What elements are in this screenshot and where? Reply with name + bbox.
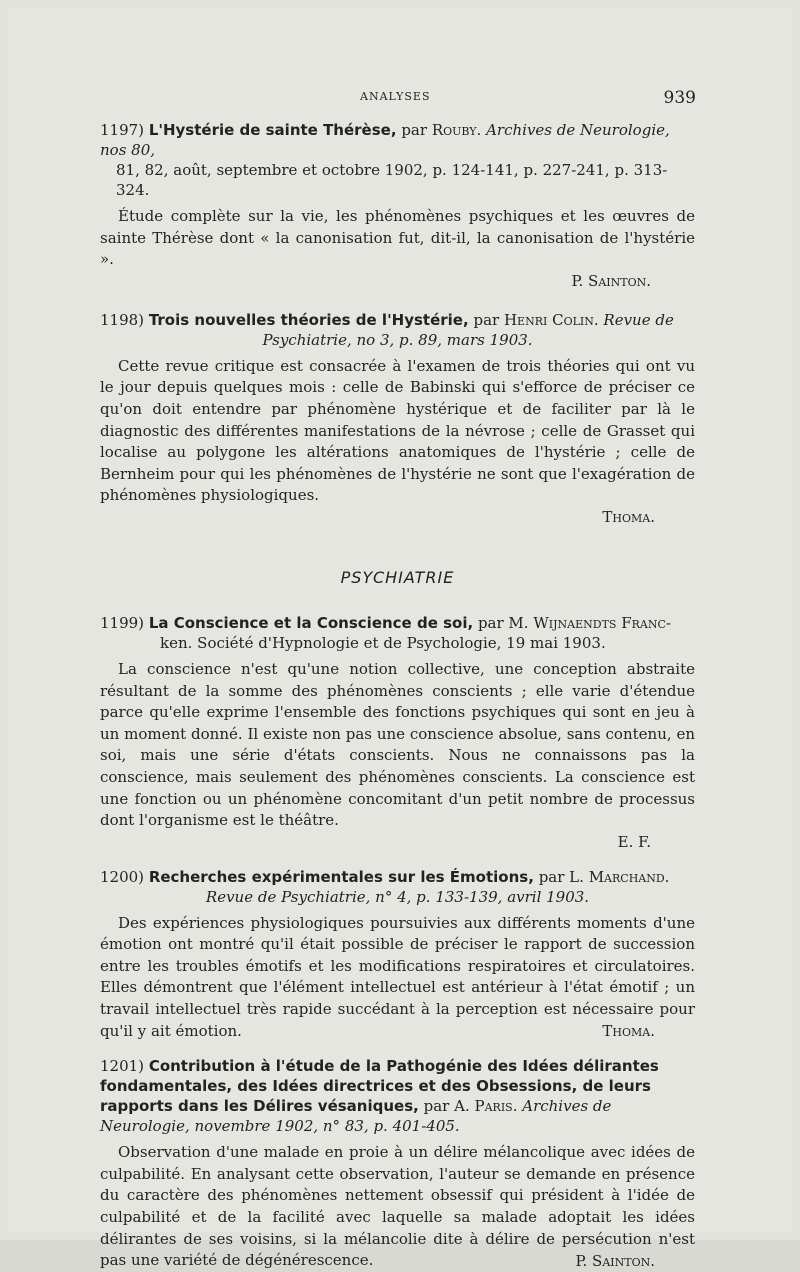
entry-reference: . Archives de Neurologie, novembre 1902, n° 83, p. 401-405. (100, 1097, 612, 1136)
entry-number: 1197) (100, 121, 145, 139)
entry-title: Trois nouvelles théories de l'Hystérie, (148, 310, 469, 329)
entry-signature: Thoma. (602, 507, 655, 526)
entry-signature: Thoma. (602, 1022, 655, 1041)
entry-by: par A. (423, 1097, 470, 1116)
entry-abstract: Étude complète sur la vie, les phénomènes psychiques et les œuvres de sainte Thérèse dont « la canonisation fut, dit-il, la canonisation de l'hystérie ». (100, 207, 695, 269)
entry-reference: . Revue de (593, 310, 674, 329)
entry-heading (100, 1056, 695, 1136)
entry-by: par L. (538, 867, 584, 886)
entry-1200 (100, 867, 695, 1043)
entry-by: par (401, 121, 428, 139)
entry-author: Rouby (431, 121, 477, 139)
entry-reference-continued: Psychiatrie, no 3, p. 89, mars 1903. (262, 330, 533, 349)
entry-reference-continued: Revue de Psychiatrie, n° 4, p. 133-139, avril 1903. (205, 887, 590, 906)
entry-reference-continued: 81, 82, août, septembre et octobre 1902, p. 124-141, p. 227-241, p. 313-324. (116, 161, 668, 199)
running-title: ANALYSES (360, 90, 431, 103)
entry-title: L'Hystérie de sainte Thérèse, (148, 121, 397, 139)
entry-abstract: Des expériences physiologiques poursuivies aux différents moments d'une émotion ont montré qu'il était possible de préciser le rapport de succession entre les troubles émotifs et les modifications respiratoires et circulatoires. Elles démontrent que l'élément intellectuel est antérieur à l'état émotif ; un travail intellectuel très rapide succédant à la perception est nécessaire pour qu'il y ait émotion. (100, 913, 695, 1040)
entry-title: La Conscience et la Conscience de soi, (148, 613, 474, 632)
entry-author: Paris (474, 1097, 513, 1116)
entry-heading (100, 310, 695, 350)
entry-1201 (100, 1056, 695, 1272)
entry-number: 1201) (100, 1057, 145, 1076)
entry-1198 (100, 310, 695, 528)
entry-number: 1200) (100, 867, 145, 886)
running-header (0, 88, 800, 108)
entry-reference-continued: ken. Société d'Hypnologie et de Psychologie, 19 mai 1903. (160, 633, 606, 652)
entry-heading (100, 613, 695, 653)
entry-abstract: Observation d'une malade en proie à un délire mélancolique avec idées de culpabilité. En analysant cette observation, l'auteur se demande en présence du caractère des phénomènes nettement obsessif qui président à l'idée de culpabilité et de la facilité avec laquelle sa malade adoptait les idées délirantes de ses voisins, si la mélancolie dite à délire de persécution n'est pas une variété de dégénérescence. (100, 1143, 695, 1270)
page-content (100, 120, 695, 1272)
entry-author: Marchand (588, 867, 665, 886)
entry-signature: P. Sainton. (575, 1251, 655, 1270)
section-title: PSYCHIATRIE (340, 567, 455, 587)
entry-reference: Archives de Neurologie, nos 80, (100, 121, 670, 159)
entry-by: par M. (477, 613, 529, 632)
entry-author: Wijnaendts Franc- (533, 613, 671, 632)
entry-abstract: Cette revue critique est consacrée à l'examen de trois théories qui ont vu le jour depuis quelques mois : celle de Babinski qui s'efforce de préciser ce qu'on doit entendre par phénomène hystérique et de faciliter par là le diagnostic des différentes manifestations de la névrose ; celle de Grasset qui localise au polygone les altérations anatomiques de l'hystérie ; celle de Bernheim pour qui les phénomènes de l'hystérie ne sont que l'exagération de phénomènes physiologiques. (100, 356, 695, 505)
entry-1197 (100, 120, 695, 292)
entry-signature: P. Sainton. (571, 271, 651, 290)
entry-heading: 1200) Recherches expérimentales sur les Émotions, par L. Marchand. Revue de Psychiatrie, n° 4, p. 133-139, avril 1903. (100, 867, 695, 907)
entry-abstract: La conscience n'est qu'une notion collective, une conception abstraite résultant de la somme des phénomènes conscients ; elle varie d'étendue parce qu'elle exprime l'ensemble des fonctions psychiques qui sont en jeu à un moment donné. Il existe non pas une conscience absolue, sans contenu, en soi, mais une série d'états conscients. Nous ne connaissons pas la conscience, mais seulement des phénomènes conscients. La conscience est une fonction ou un phénomène concomitant d'un petit nombre de processus dont l'organisme est le théâtre. (100, 659, 695, 830)
entry-title: Contribution à l'étude de la Pathogénie des Idées délirantes fondamentales, des Idées directrices et des Obsessions, de leurs rapports dans les Délires vésaniques, (100, 1057, 659, 1116)
page-number: 939 (663, 88, 696, 108)
entry-author: Henri Colin (503, 310, 594, 329)
entry-heading: 1197) L'Hystérie de sainte Thérèse, par Rouby. Archives de Neurologie, nos 80, 81, 82, août, septembre et octobre 1902, p. 124-141, p. 227-241, p. 313-324. (100, 120, 695, 200)
entry-title: Recherches expérimentales sur les Émotions, (148, 867, 534, 886)
entry-number: 1199) (100, 613, 145, 632)
entry-1199 (100, 613, 695, 853)
entry-by: par (473, 310, 500, 329)
entry-signature: E. F. (617, 832, 651, 851)
entry-number: 1198) (100, 310, 145, 329)
